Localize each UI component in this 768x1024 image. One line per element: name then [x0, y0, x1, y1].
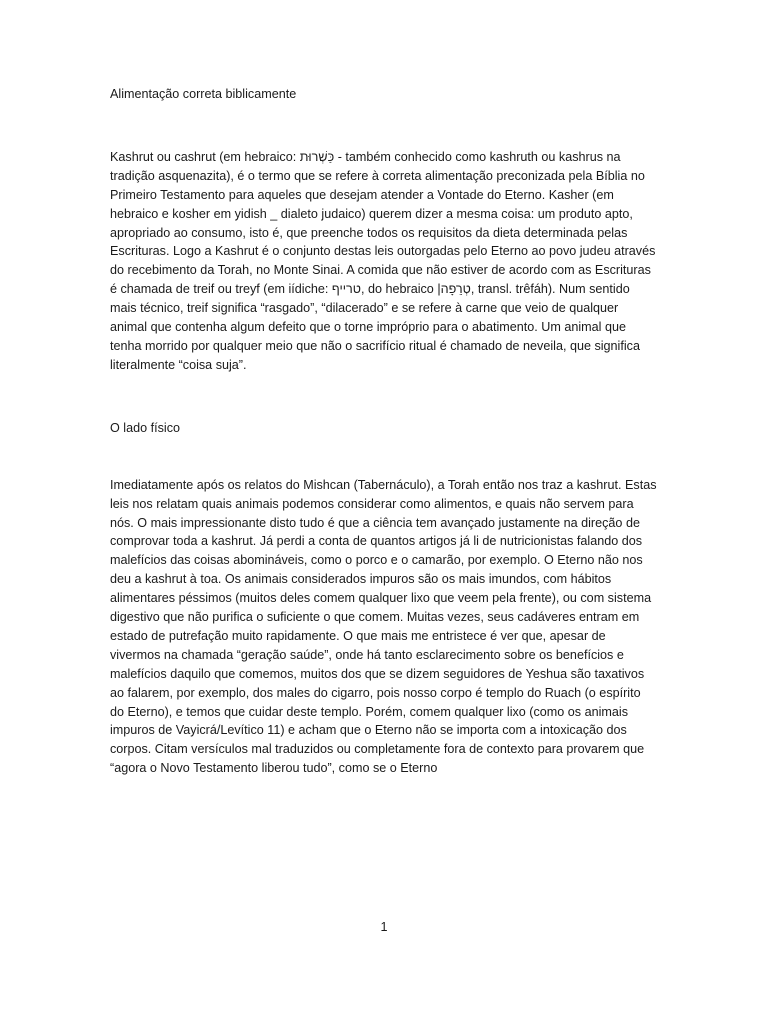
paragraph-kashrut-intro: Kashrut ou cashrut (em hebraico: כַּשְׁרוּת - também conhecido como kashruth ou kashrus na tradição asquenazita), é o termo que se refere à correta alimentação preconizada pela Bíblia no Primeiro Testamento para aqueles que desejam atender a Vontade do Eterno. Kasher (em hebraico e kosher em yidish _ dialeto judaico) querem dizer a mesma coisa: um produto apto, apropriado ao consumo, isto é, que preenche todos os requisitos da dieta determinada pelas Escrituras. Logo a Kashrut é o conjunto destas leis outorgadas pelo Eterno ao povo judeu através do recebimento da Torah, no Monte Sinai. A comida que não estiver de acordo com as Escrituras é chamada de treif ou treyf (em iídiche: טרייף, do hebraico |טְרֵפָה, transl. trêfáh). Num sentido mais técnico, treif significa “rasgado”, “dilacerado” e se refere à carne que veio de qualquer animal que contenha algum defeito que o torne impróprio para o abatimento. Um animal que tenha morrido por qualquer meio que não o sacrifício ritual é chamado de neveila, que significa literalmente “coisa suja”.: [110, 149, 656, 372]
spacer: [110, 375, 658, 419]
page-number: 1: [380, 920, 388, 934]
document-title: Alimentação correta biblicamente: [110, 87, 297, 101]
paragraph-physical-side: Imediatamente após os relatos do Mishcan (Tabernáculo), a Torah então nos traz a kashrut. Estas leis nos relatam quais animais podemos considerar como alimentos, e quais não servem para nós. O mais impressionante disto tudo é que a ciência tem avançado justamente na direção de comprovar toda a kashrut. Já perdi a conta de quantos artigos já li de nutricionistas falando dos malefícios das coisas abomináveis, como o porco e o camarão, por exemplo. O Eterno não nos deu a kashrut à toa. Os animais considerados impuros são os mais imundos, com hábitos alimentares péssimos (muitos deles comem qualquer lixo que veem pela frente), ou com sistema digestivo que não purifica o suficiente o que comem. Muitas vezes, seus cadáveres entram em estado de putrefação muito rapidamente. O que mais me entristece é ver que, apesar de vivermos na chamada “geração saúde”, onde há tanto esclarecimento sobre os benefícios e malefícios daquilo que comemos, muitos dos que se dizem seguidores de Yeshua são taxativos ao falarem, por exemplo, dos males do cigarro, pois nosso corpo é templo do Ruach (o espírito do Eterno), e temos que cuidar deste templo. Porém, comem qualquer lixo (como os animais impuros de Vayicrá/Levítico 11) e acham que o Eterno não se importa com a intoxicação dos corpos. Citam versículos mal traduzidos ou completamente fora de contexto para provarem que “agora o Novo Testamento liberou tudo”, como se o Eterno: [110, 477, 657, 776]
section-heading-physical: O lado físico: [110, 420, 180, 435]
spacer: [110, 438, 658, 476]
spacer: [110, 104, 658, 148]
page-content: [110, 85, 658, 778]
